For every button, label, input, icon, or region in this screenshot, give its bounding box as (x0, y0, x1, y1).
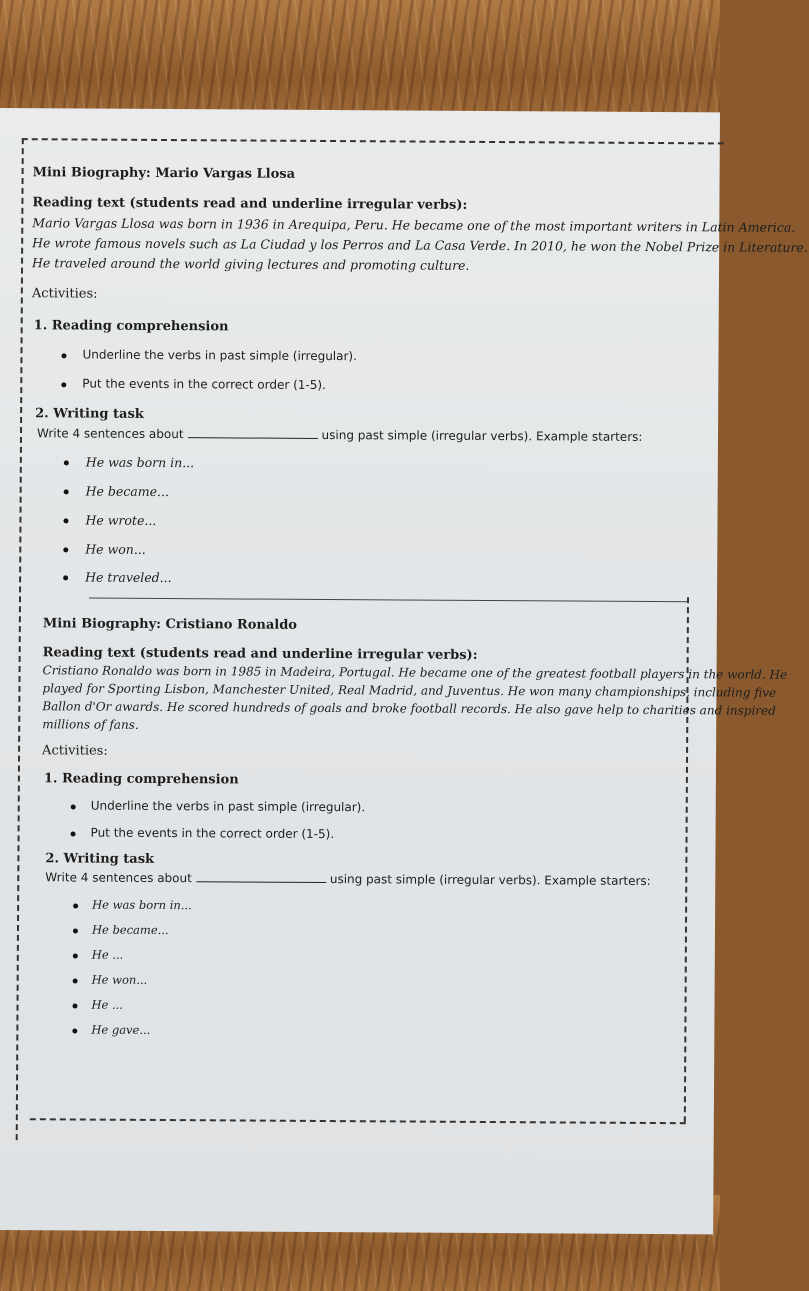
dashed-border-outer (16, 138, 724, 1144)
bullet (73, 953, 78, 958)
bio2-reading-heading: Reading text (students read and underline irregular verbs): (42, 645, 478, 663)
bio2-starter: He ... (91, 997, 124, 1012)
bio2-starter: He gave... (91, 1022, 151, 1037)
bio2-title: Mini Biography: Cristiano Ronaldo (42, 616, 298, 633)
bio2-task2-suffix: using past simple (irregular verbs). Example starters: (329, 872, 651, 888)
worksheet-paper (0, 108, 808, 1234)
bio1-task1-heading: 1. Reading comprehension (33, 318, 229, 335)
bio1-title: Mini Biography: Mario Vargas Llosa (32, 165, 296, 182)
bio2-text-line: Cristiano Ronaldo was born in 1985 in Madeira, Portugal. He became one of the greatest football players in the world. He (42, 663, 788, 682)
bio1-starter: He wrote... (85, 512, 157, 528)
bio1-text-line: He traveled around the world giving lectures and promoting culture. (32, 255, 470, 273)
bio1-text-line: Mario Vargas Llosa was born in 1936 in Arequipa, Peru. He became one of the most important writers in Latin America. (32, 215, 796, 235)
bullet (63, 518, 68, 523)
bullet (73, 928, 78, 933)
bullet (72, 1028, 77, 1033)
bullet (71, 804, 76, 809)
bio1-starter: He won... (85, 541, 146, 557)
bullet (63, 547, 68, 552)
bio2-task1-item: Underline the verbs in past simple (irregular). (90, 798, 366, 815)
bullet (64, 460, 69, 465)
bullet (61, 382, 66, 387)
bio1-task2-suffix: using past simple (irregular verbs). Example starters: (321, 427, 643, 444)
bio2-task2-prefix: Write 4 sentences about (45, 870, 192, 886)
bio1-task2-prefix: Write 4 sentences about (36, 426, 184, 442)
bio2-text-line: millions of fans. (42, 717, 139, 732)
bio2-starter: He won... (91, 972, 148, 987)
bullet (71, 831, 76, 836)
bio1-task2-heading: 2. Writing task (35, 406, 144, 422)
bullet (64, 489, 69, 494)
bio1-activities-heading: Activities: (31, 286, 98, 302)
bio2-text-line: Ballon d'Or awards. He scored hundreds of goals and broke football records. He also gave help to charities and inspired (42, 699, 776, 718)
bio1-starter: He traveled... (85, 569, 172, 586)
bio2-starter: He became... (91, 922, 169, 938)
bio2-starter: He ... (91, 947, 124, 962)
bio2-task1-heading: 1. Reading comprehension (43, 771, 239, 788)
bio2-text-line: played for Sporting Lisbon, Manchester United, Real Madrid, and Juventus. He won many championships, including five (42, 681, 777, 700)
bio1-task1-item: Put the events in the correct order (1-5). (82, 376, 326, 392)
bio1-task1-item: Underline the verbs in past simple (irregular). (82, 347, 357, 364)
bullet (61, 353, 66, 358)
bio2-activities-heading: Activities: (42, 743, 108, 759)
bullet (63, 575, 68, 580)
bio2-answer-blank[interactable] (196, 871, 326, 883)
bio1-text-line: He wrote famous novels such as La Ciudad y los Perros and La Casa Verde. In 2010, he won the Nobel Prize in Literature. (32, 235, 808, 255)
bullet (73, 978, 78, 983)
bullet (73, 903, 78, 908)
bio2-task1-item: Put the events in the correct order (1-5). (90, 825, 335, 842)
bio2-starter: He was born in... (92, 897, 192, 913)
bio2-task2-heading: 2. Writing task (45, 851, 155, 867)
bio1-reading-heading: Reading text (students read and underline irregular verbs): (32, 195, 468, 213)
bullet (73, 1003, 78, 1008)
bio1-starter: He was born in... (85, 454, 195, 471)
bio1-starter: He became... (85, 483, 170, 500)
bio1-answer-blank[interactable] (188, 427, 318, 439)
